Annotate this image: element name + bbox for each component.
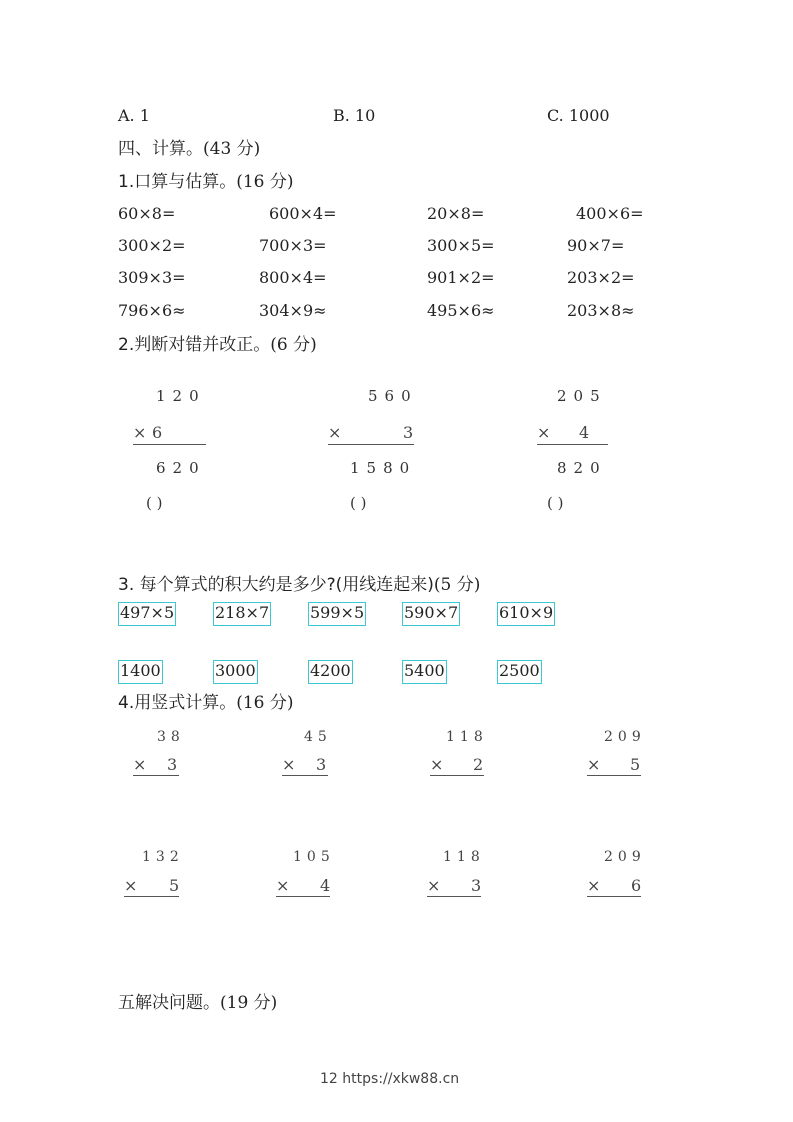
q1-item: 20×8= bbox=[427, 204, 485, 223]
q2-result: 620 bbox=[156, 459, 206, 477]
expression-box[interactable]: 599×5 bbox=[308, 602, 366, 626]
divider-line bbox=[430, 775, 484, 776]
divider-line bbox=[276, 896, 330, 897]
q4-top-number: 209 bbox=[604, 849, 646, 865]
q3-score: (5 分) bbox=[433, 575, 481, 595]
q1-item: 300×5= bbox=[427, 236, 495, 255]
page-footer bbox=[320, 1071, 459, 1087]
multiply-sign: × bbox=[133, 755, 147, 774]
divider-line bbox=[282, 775, 328, 776]
q1-item: 90×7= bbox=[567, 236, 625, 255]
q4-score: (16 分) bbox=[236, 693, 294, 713]
multiply-sign: × bbox=[427, 876, 441, 895]
q1-title: 1.口算与估算。 bbox=[118, 172, 237, 192]
choice-b: B. 10 bbox=[333, 106, 376, 125]
choice-a: A. 1 bbox=[118, 106, 150, 125]
q4-multiplier: 3 bbox=[316, 755, 327, 774]
q4-top-number: 118 bbox=[443, 849, 485, 865]
q1-item: 700×3= bbox=[259, 236, 327, 255]
q4-title: 4.用竖式计算。 bbox=[118, 693, 237, 713]
q1-item: 796×6≈ bbox=[118, 301, 186, 320]
q2-top-number: 120 bbox=[156, 387, 206, 405]
choice-c: C. 1000 bbox=[547, 106, 610, 125]
q2-heading bbox=[118, 335, 317, 355]
q1-heading bbox=[118, 172, 294, 192]
q1-item: 304×9≈ bbox=[259, 301, 327, 320]
multiply-sign: × bbox=[276, 876, 290, 895]
multiply-sign: × bbox=[133, 423, 147, 442]
section-5-score: (19 分) bbox=[220, 993, 278, 1013]
multiply-sign: × bbox=[430, 755, 444, 774]
divider-line bbox=[124, 896, 179, 897]
divider-line bbox=[328, 444, 414, 445]
q4-top-number: 132 bbox=[142, 849, 184, 865]
multiply-sign: × bbox=[537, 423, 551, 442]
q1-item: 800×4= bbox=[259, 268, 327, 287]
answer-paren: ( ) bbox=[547, 494, 564, 512]
q2-result: 1580 bbox=[350, 459, 417, 477]
expression-box[interactable]: 218×7 bbox=[213, 602, 271, 626]
q2-title: 2.判断对错并改正。 bbox=[118, 335, 271, 355]
expression-box[interactable]: 610×9 bbox=[497, 602, 555, 626]
q1-item: 300×2= bbox=[118, 236, 186, 255]
answer-box[interactable]: 4200 bbox=[308, 660, 353, 684]
page-number: 12 bbox=[320, 1071, 338, 1087]
q1-item: 60×8= bbox=[118, 204, 176, 223]
q1-score: (16 分) bbox=[236, 172, 294, 192]
q4-top-number: 45 bbox=[304, 729, 332, 745]
section-4-title: 四、计算。 bbox=[118, 139, 203, 159]
q2-top-number: 560 bbox=[368, 387, 418, 405]
q4-multiplier: 4 bbox=[320, 876, 331, 895]
q1-item: 495×6≈ bbox=[427, 301, 495, 320]
q4-multiplier: 5 bbox=[169, 876, 180, 895]
q1-item: 400×6= bbox=[576, 204, 644, 223]
q3-heading bbox=[118, 575, 480, 595]
q4-top-number: 38 bbox=[157, 729, 185, 745]
q1-item: 901×2= bbox=[427, 268, 495, 287]
multiply-sign: × bbox=[587, 876, 601, 895]
q4-multiplier: 2 bbox=[473, 755, 484, 774]
divider-line bbox=[587, 775, 641, 776]
q2-result: 820 bbox=[557, 459, 607, 477]
answer-paren: ( ) bbox=[350, 494, 367, 512]
q1-item: 203×2= bbox=[567, 268, 635, 287]
multiply-sign: × bbox=[587, 755, 601, 774]
q4-top-number: 209 bbox=[604, 729, 646, 745]
answer-box[interactable]: 2500 bbox=[497, 660, 542, 684]
multiply-sign: × bbox=[282, 755, 296, 774]
q1-item: 600×4= bbox=[269, 204, 337, 223]
expression-box[interactable]: 497×5 bbox=[118, 602, 176, 626]
divider-line bbox=[133, 444, 206, 445]
footer-url[interactable]: https://xkw88.cn bbox=[342, 1071, 460, 1087]
q2-top-number: 205 bbox=[557, 387, 607, 405]
q2-multiplier: 4 bbox=[579, 423, 590, 442]
expression-box[interactable]: 590×7 bbox=[402, 602, 460, 626]
q2-score: (6 分) bbox=[270, 335, 317, 355]
answer-box[interactable]: 1400 bbox=[118, 660, 163, 684]
q2-multiplier: 6 bbox=[152, 423, 163, 442]
divider-line bbox=[133, 775, 179, 776]
multiply-sign: × bbox=[124, 876, 138, 895]
answer-box[interactable]: 5400 bbox=[402, 660, 447, 684]
q4-top-number: 105 bbox=[293, 849, 335, 865]
q3-title: 3. 每个算式的积大约是多少?(用线连起来) bbox=[118, 575, 434, 595]
q4-multiplier: 3 bbox=[471, 876, 482, 895]
answer-paren: ( ) bbox=[146, 494, 163, 512]
q4-heading bbox=[118, 693, 294, 713]
q4-multiplier: 6 bbox=[631, 876, 642, 895]
section-4-heading bbox=[118, 139, 260, 159]
divider-line bbox=[587, 896, 641, 897]
q1-item: 309×3= bbox=[118, 268, 186, 287]
q1-item: 203×8≈ bbox=[567, 301, 635, 320]
section-4-score: (43 分) bbox=[203, 139, 261, 159]
answer-box[interactable]: 3000 bbox=[213, 660, 258, 684]
q4-multiplier: 3 bbox=[167, 755, 178, 774]
section-5-title: 五解决问题。 bbox=[118, 993, 220, 1013]
multiply-sign: × bbox=[328, 423, 342, 442]
section-5-heading bbox=[118, 993, 277, 1013]
divider-line bbox=[427, 896, 481, 897]
q2-multiplier: 3 bbox=[403, 423, 414, 442]
q4-top-number: 118 bbox=[446, 729, 488, 745]
divider-line bbox=[537, 444, 608, 445]
q4-multiplier: 5 bbox=[630, 755, 641, 774]
